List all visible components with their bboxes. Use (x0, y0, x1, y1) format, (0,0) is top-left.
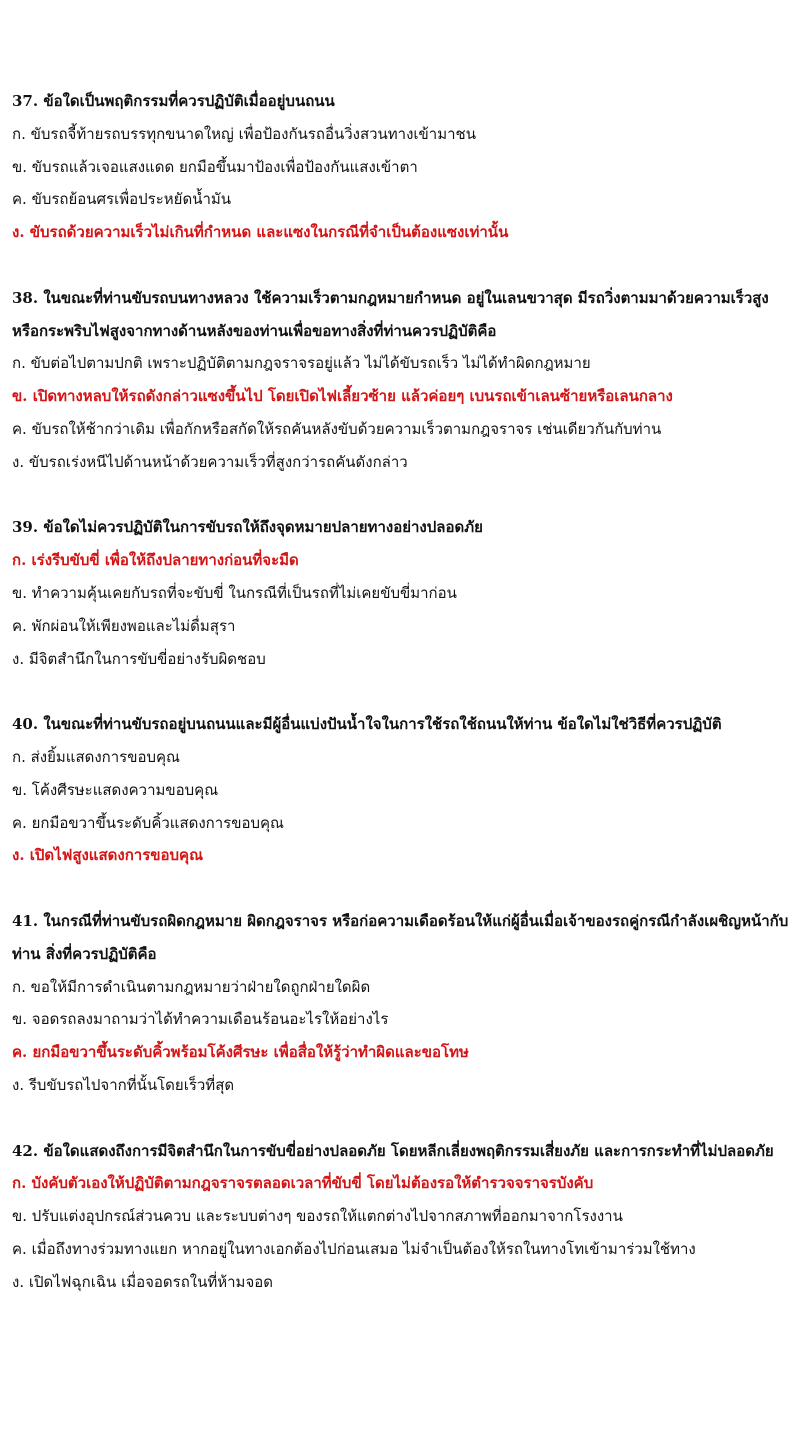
option: ค. พักผ่อนให้เพียงพอและไม่ดื่มสุรา (12, 616, 236, 635)
option: ค. ขับรถย้อนศรเพื่อประหยัดน้ำมัน (12, 190, 232, 209)
question-stem: 37. ข้อใดเป็นพฤติกรรมที่ควรปฏิบัติเมื่ออยู่บนถนน (12, 92, 335, 110)
question-42 (12, 1135, 797, 1299)
correct-option: ค. ยกมือขวาขึ้นระดับคิ้วพร้อมโค้งศีรษะ เพื่อสื่อให้รู้ว่าทำผิดและขอโทษ (12, 1043, 469, 1062)
option: ข. จอดรถลงมาถามว่าได้ทำความเดือนร้อนอะไรให้อย่างไร (12, 1010, 389, 1029)
option: ง. รีบขับรถไปจากที่นั้นโดยเร็วที่สุด (12, 1075, 235, 1094)
question-37 (12, 85, 797, 249)
question-stem: 40. ในขณะที่ท่านขับรถอยู่บนถนนและมีผู้อื่นแบ่งปันน้ำใจในการใช้รถใช้ถนนให้ท่าน ข้อใดไม่ใช่วิธีที่ควรปฏิบัติ (12, 715, 722, 734)
question-stem: 42. ข้อใดแสดงถึงการมีจิตสำนึกในการขับขี่อย่างปลอดภัย โดยหลีกเลี่ยงพฤติกรรมเสี่ยงภัย และการกระทำที่ไม่ปลอดภัย (12, 1141, 774, 1160)
option: ก. ขับต่อไปตามปกติ เพราะปฏิบัติตามกฎจราจรอยู่แล้ว ไม่ได้ขับรถเร็ว ไม่ได้ทำผิดกฎหมาย (12, 354, 591, 373)
option: ข. ปรับแต่งอุปกรณ์ส่วนควบ และระบบต่างๆ ของรถให้แตกต่างไปจากสภาพที่ออกมาจากโรงงาน (12, 1207, 623, 1226)
question-38 (12, 282, 797, 479)
option: ค. เมื่อถึงทางร่วมทางแยก หากอยู่ในทางเอกต้องไปก่อนเสมอ ไม่จำเป็นต้องให้รถในทางโทเข้ามาร่วมใช้ทาง (12, 1239, 696, 1258)
question-stem: 38. ในขณะที่ท่านขับรถบนทางหลวง ใช้ความเร็วตามกฎหมายกำหนด อยู่ในเลนขวาสุด มีรถวิ่งตามมาด้วยความเร็วสูง หรือกระพริบไฟสูงจากทางด้านหลังของท่านเพื่อขอทางสิ่งที่ท่านควรปฏิบัติคือ (12, 288, 769, 340)
option: ก. ขอให้มีการดำเนินตามกฎหมายว่าฝ่ายใดถูกฝ่ายใดผิด (12, 977, 371, 996)
option: ง. ขับรถเร่งหนีไปด้านหน้าด้วยความเร็วที่สูงกว่ารถคันดังกล่าว (12, 452, 408, 471)
correct-option: ก. เร่งรีบขับขี่ เพื่อให้ถึงปลายทางก่อนที่จะมืด (12, 551, 299, 570)
option: ค. ขับรถให้ช้ากว่าเดิม เพื่อกักหรือสกัดให้รถคันหลังขับด้วยความเร็วตามกฎจราจร เช่นเดียวกันกับท่าน (12, 419, 662, 438)
option: ข. ขับรถแล้วเจอแสงแดด ยกมือขึ้นมาป้องเพื่อป้องกันแสงเข้าตา (12, 157, 418, 176)
option: ง. เปิดไฟฉุกเฉิน เมื่อจอดรถในที่ห้ามจอด (12, 1272, 273, 1291)
option: ข. ทำความคุ้นเคยกับรถที่จะขับขี่ ในกรณีที่เป็นรถที่ไม่เคยขับขี่มาก่อน (12, 583, 457, 602)
correct-option: ง. เปิดไฟสูงแสดงการขอบคุณ (12, 846, 203, 865)
option: ก. ขับรถจี้ท้ายรถบรรทุกขนาดใหญ่ เพื่อป้องกันรถอื่นวิ่งสวนทางเข้ามาชน (12, 124, 476, 143)
question-39 (12, 511, 797, 675)
question-41 (12, 905, 797, 1102)
option: ข. โค้งศีรษะแสดงความขอบคุณ (12, 780, 219, 799)
question-stem: 41. ในกรณีที่ท่านขับรถผิดกฎหมาย ผิดกฎจราจร หรือก่อความเดือดร้อนให้แก่ผู้อื่นเมื่อเจ้าของรถคู่กรณีกำลังเผชิญหน้ากับท่าน สิ่งที่ควรปฏิบัติคือ (12, 911, 789, 963)
option: ค. ยกมือขวาขึ้นระดับคิ้วแสดงการขอบคุณ (12, 813, 284, 832)
option: ง. มีจิตสำนึกในการขับขี่อย่างรับผิดชอบ (12, 649, 266, 668)
quiz-document (12, 85, 797, 1331)
correct-option: ง. ขับรถด้วยความเร็วไม่เกินที่กำหนด และแซงในกรณีที่จำเป็นต้องแซงเท่านั้น (12, 223, 509, 242)
question-40 (12, 708, 797, 872)
question-stem: 39. ข้อใดไม่ควรปฏิบัติในการขับรถให้ถึงจุดหมายปลายทางอย่างปลอดภัย (12, 518, 483, 537)
correct-option: ก. บังคับตัวเองให้ปฏิบัติตามกฎจราจรตลอดเวลาที่ขับขี่ โดยไม่ต้องรอให้ตำรวจจราจรบังคับ (12, 1174, 594, 1193)
option: ก. ส่งยิ้มแสดงการขอบคุณ (12, 747, 180, 766)
correct-option: ข. เปิดทางหลบให้รถดังกล่าวแซงขึ้นไป โดยเปิดไฟเลี้ยวซ้าย แล้วค่อยๆ เบนรถเข้าเลนซ้ายหรือเลนกลาง (12, 387, 673, 406)
